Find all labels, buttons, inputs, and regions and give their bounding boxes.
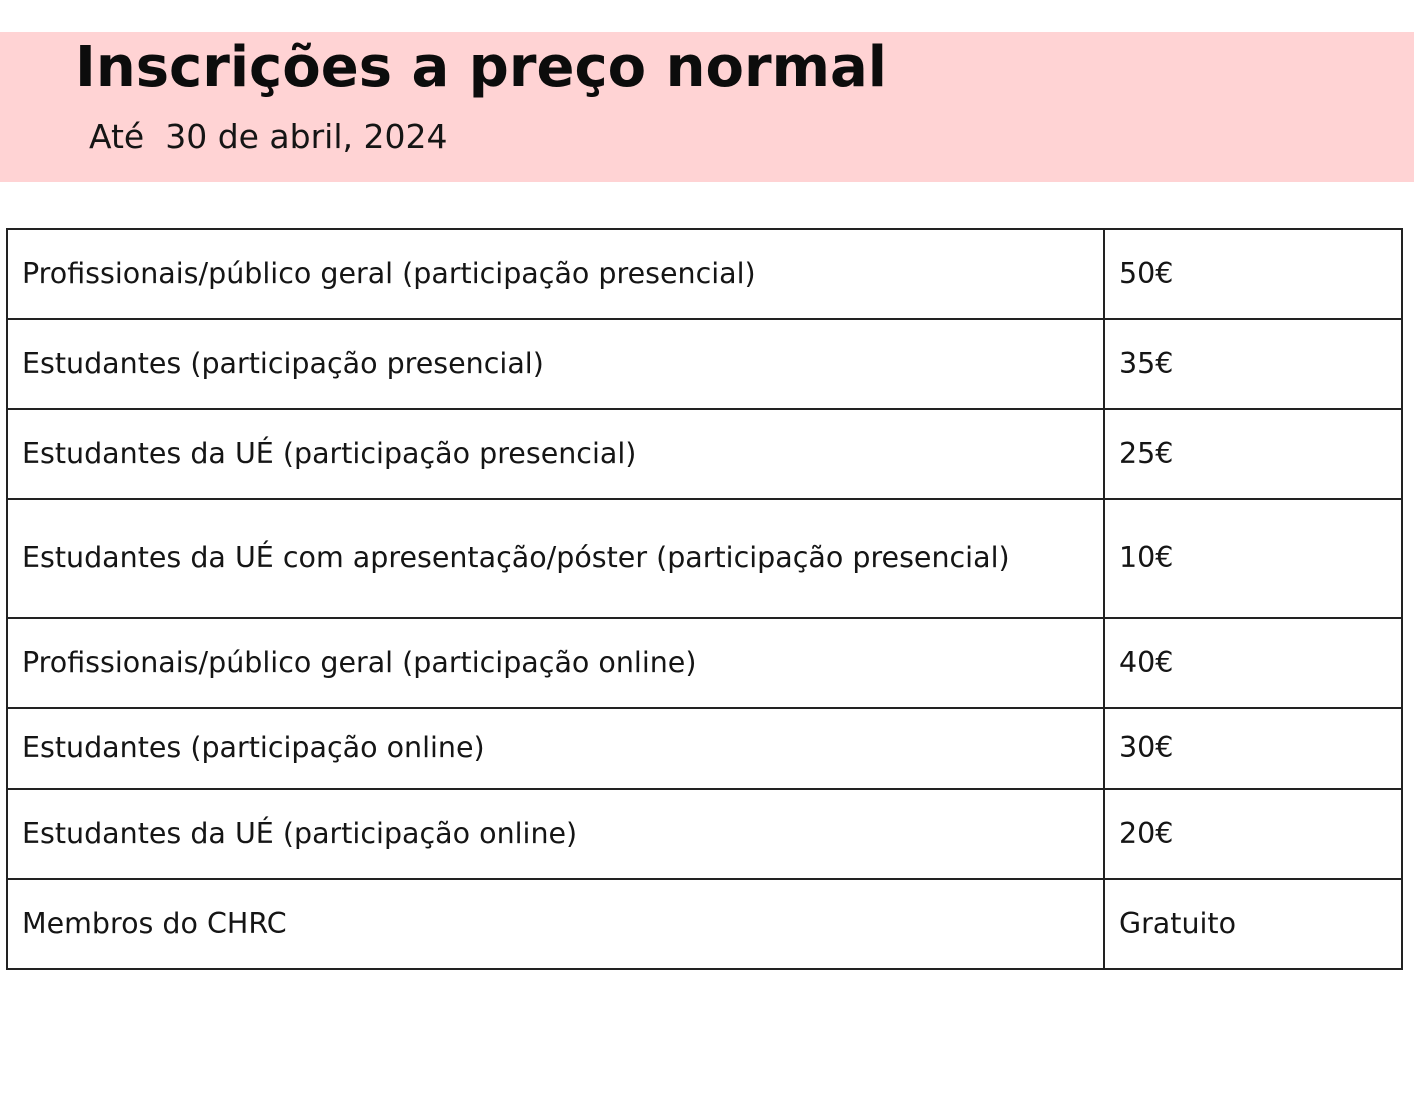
table-row [7, 618, 1402, 708]
category-cell: Estudantes da UÉ (participação presencial) [7, 409, 1104, 499]
price-cell: Gratuito [1104, 879, 1402, 969]
category-cell: Profissionais/público geral (participação presencial) [7, 229, 1104, 319]
table-row [7, 229, 1402, 319]
table-row [7, 319, 1402, 409]
price-cell: 10€ [1104, 499, 1402, 618]
price-cell: 50€ [1104, 229, 1402, 319]
price-cell: 40€ [1104, 618, 1402, 708]
page-title: Inscrições a preço normal [75, 35, 887, 100]
price-cell: 25€ [1104, 409, 1402, 499]
price-cell: 35€ [1104, 319, 1402, 409]
table-row [7, 708, 1402, 789]
table-row [7, 879, 1402, 969]
table-row [7, 409, 1402, 499]
table-row [7, 789, 1402, 879]
price-cell: 30€ [1104, 708, 1402, 789]
category-cell: Membros do CHRC [7, 879, 1104, 969]
deadline-subtitle: Até 30 de abril, 2024 [89, 117, 448, 156]
category-cell: Estudantes (participação online) [7, 708, 1104, 789]
table-row [7, 499, 1402, 618]
category-cell: Estudantes (participação presencial) [7, 319, 1104, 409]
category-cell: Profissionais/público geral (participação online) [7, 618, 1104, 708]
price-table [6, 228, 1403, 970]
category-cell: Estudantes da UÉ (participação online) [7, 789, 1104, 879]
price-cell: 20€ [1104, 789, 1402, 879]
category-cell: Estudantes da UÉ com apresentação/póster (participação presencial) [7, 499, 1104, 618]
